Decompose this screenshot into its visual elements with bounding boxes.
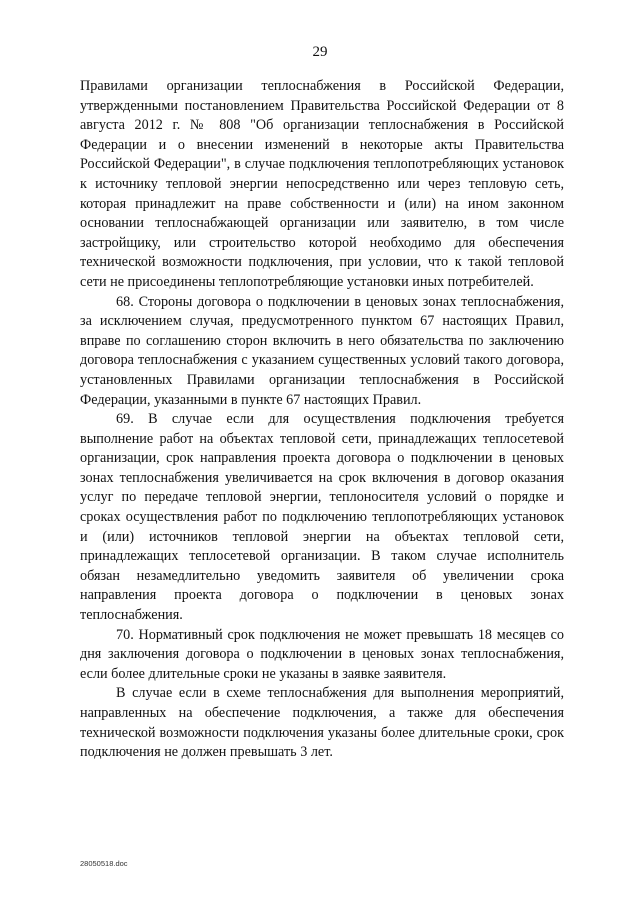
document-filename-footer: 28050518.doc <box>80 859 128 868</box>
paragraph-68: 68. Стороны договора о подключении в ценовых зонах теплоснабжения, за исключением случая, предусмотренного пунктом 67 настоящих Правил, вправе по соглашению сторон включить в него обязательства по заключению договора теплоснабжения с указанием существенных условий такого договора, установленных Правилами организации теплоснабжения в Российской Федерации, указанными в пункте 67 настоящих Правил. <box>80 293 564 408</box>
paragraph-continuation: Правилами организации теплоснабжения в Российской Федерации, утвержденными постановлением Правительства Российской Федерации от 8 августа 2012 г. № 808 "Об организации теплоснабжения в Российской Федерации и о внесении изменений в некоторые акты Правительства Российской Федерации", в случае подключения теплопотребляющих установок к источнику тепловой энергии непосредственно или через тепловую сеть, которая принадлежит на праве собственности и (или) на ином законном основании теплоснабжающей организации или заявителю, в том числе застройщику, или строительство которой необходимо для обеспечения технической возможности подключения, при условии, что к такой тепловой сети не присоединены теплопотребляющие установки иных потребителей. <box>80 78 564 290</box>
paragraph-70: 70. Нормативный срок подключения не может превышать 18 месяцев со дня заключения договора о подключении в ценовых зонах теплоснабжения, если более длительные сроки не указаны в заявке заявителя. <box>80 626 564 682</box>
document-body <box>80 77 564 763</box>
page-number: 29 <box>312 44 328 60</box>
paragraph-70-second: В случае если в схеме теплоснабжения для выполнения мероприятий, направленных на обеспечение подключения, а также для обеспечения технической возможности подключения указаны более длительные сроки, срок подключения не должен превышать 3 лет. <box>80 685 564 761</box>
paragraph-69: 69. В случае если для осуществления подключения требуется выполнение работ на объектах тепловой сети, принадлежащих теплосетевой организации, срок направления проекта договора о подключении в ценовых зонах теплоснабжения увеличивается на срок включения в договор оказания услуг по передаче тепловой энергии, теплоносителя условий о порядке и сроках осуществления работ по подключению теплопотребляющих установок и (или) источников тепловой энергии на объектах тепловой сети, принадлежащих теплосетевой организации. В таком случае исполнитель обязан незамедлительно уведомить заявителя об увеличении срока направления проекта договора о подключении в ценовых зонах теплоснабжения. <box>80 411 564 624</box>
